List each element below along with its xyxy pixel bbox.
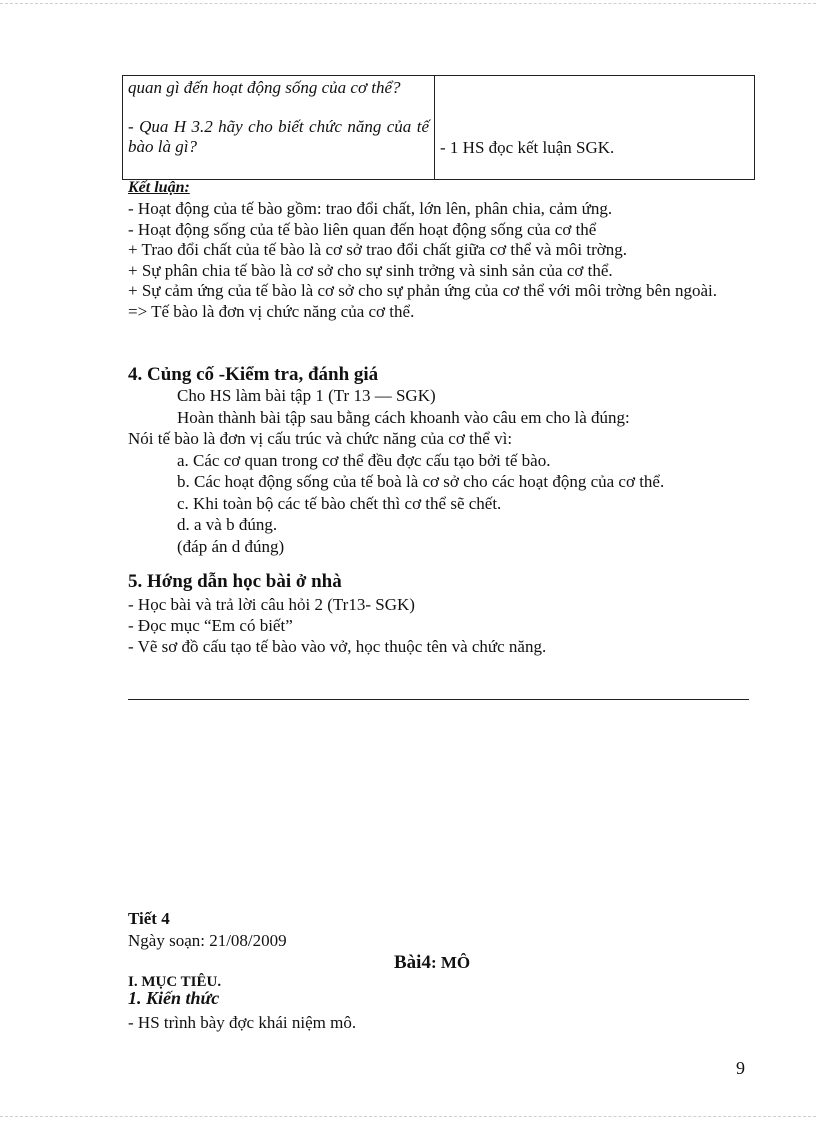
section-4-intro: Cho HS làm bài tập 1 (Tr 13 — SGK): [177, 386, 436, 405]
table-question-1: quan gì đến hoạt động sống của cơ thể?: [128, 78, 401, 97]
lesson-label: Bài4: [394, 952, 431, 973]
section-4-question: Nói tế bào là đơn vị cấu trúc và chức năng của cơ thể vì:: [128, 429, 513, 448]
page-number: 9: [736, 1058, 745, 1078]
answer-key: (đáp án d đúng): [177, 536, 285, 556]
section-4-body: [128, 385, 768, 557]
homework-item: - Vẽ sơ đồ cấu tạo tế bào vào vở, học thuộc tên và chức năng.: [128, 637, 547, 656]
homework-item: - Học bài và trả lời câu hỏi 2 (Tr13- SGK): [128, 595, 415, 614]
conclusion-title: Kết luận:: [128, 179, 190, 196]
conclusion-line: + Trao đổi chất của tế bào là cơ sở trao đổi chất giữa cơ thể và môi trờng.: [128, 240, 627, 259]
conclusion-line: - Hoạt động của tế bào gồm: trao đổi chất, lớn lên, phân chia, cảm ứng.: [128, 199, 613, 218]
separator-line: [128, 699, 749, 700]
knowledge-item: - HS trình bày đợc khái niệm mô.: [128, 1013, 357, 1032]
answer-option: a. Các cơ quan trong cơ thể đều đợc cấu tạo bởi tế bào.: [177, 450, 551, 470]
top-dashed-border: [0, 3, 816, 4]
section-4-heading: 4. Củng cố -Kiểm tra, đánh giá: [128, 364, 379, 385]
preparation-date: Ngày soạn: 21/08/2009: [128, 931, 287, 950]
activity-table: [122, 75, 755, 180]
table-row: [123, 76, 755, 180]
conclusion-line: + Sự phân chia tế bào là cơ sở cho sự sinh trởng và sinh sản của cơ thể.: [128, 260, 613, 280]
section-5-body: [128, 594, 768, 657]
answer-option: c. Khi toàn bộ các tế bào chết thì cơ thể sẽ chết.: [177, 493, 502, 513]
table-answer-2: - 1 HS đọc kết luận SGK.: [440, 138, 615, 157]
answer-option: d. a và b đúng.: [177, 515, 278, 534]
conclusion-line: => Tế bào là đơn vị chức năng của cơ thể.: [128, 301, 415, 321]
conclusion-line: - Hoạt động sống của tế bào liên quan đến hoạt động sống của cơ thể: [128, 219, 597, 239]
section-5-heading: 5. Hớng dẫn học bài ở nhà: [128, 571, 342, 592]
answer-option: b. Các hoạt động sống của tế boà là cơ sở cho các hoạt động của cơ thể.: [177, 472, 665, 491]
table-question-2: - Qua H 3.2 hãy cho biết chức năng của tế bào là gì?: [128, 117, 430, 156]
lesson-name: : MÔ: [430, 953, 471, 972]
objectives-heading: I. MỤC TIÊU.: [128, 974, 222, 990]
lesson-period: Tiết 4: [128, 909, 170, 928]
homework-item: - Đọc mục “Em có biết”: [128, 616, 293, 635]
student-activity-cell: [435, 76, 755, 180]
conclusion-line: + Sự cảm ứng của tế bào là cơ sở cho sự phản ứng của cơ thể với môi trờng bên ngoài.: [128, 281, 717, 300]
knowledge-subheading: 1. Kiến thức: [128, 988, 220, 1008]
teacher-activity-cell: [123, 76, 435, 180]
conclusion-lines: [128, 199, 753, 322]
section-4-instruction: Hoàn thành bài tập sau bằng cách khoanh vào câu em cho là đúng:: [177, 407, 630, 427]
lesson-title: [394, 952, 470, 974]
bottom-dashed-border: [0, 1116, 816, 1117]
